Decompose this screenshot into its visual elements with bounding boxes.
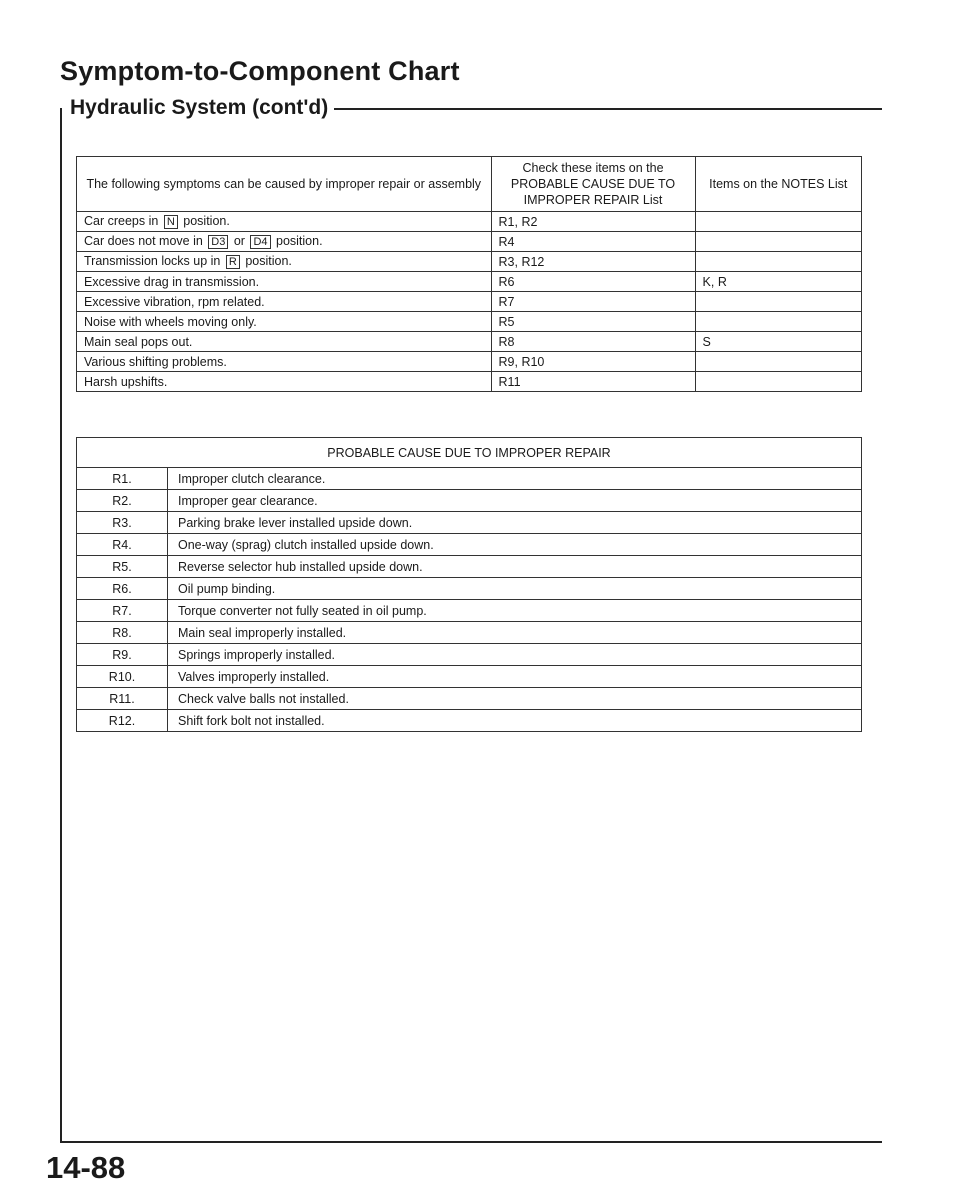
cause-code-cell: R12. [77,710,168,732]
subtitle-gap [62,95,70,115]
notes-cell [695,292,861,312]
table-row [77,352,862,372]
symptom-text: Transmission locks up in [84,254,221,269]
symptom-cell [77,212,492,232]
notes-cell [695,372,861,392]
cause-description-cell: Parking brake lever installed upside down. [168,512,862,534]
symptom-cell [77,232,492,252]
table-row [77,666,862,688]
table-row [77,710,862,732]
cause-description-cell: Torque converter not fully seated in oil pump. [168,600,862,622]
shift-position-badge: D3 [208,235,228,249]
cause-code-cell: R5. [77,556,168,578]
symptom-cell [77,312,492,332]
table-row [77,292,862,312]
symptom-cell [77,332,492,352]
symptom-table [76,156,862,392]
symptom-text: Car creeps in [84,214,159,229]
symptom-text: Noise with wheels moving only. [84,314,257,329]
notes-cell [695,312,861,332]
cause-code-cell: R10. [77,666,168,688]
cause-code-cell: R3. [77,512,168,534]
cause-code-cell: R9. [77,644,168,666]
cause-description-cell: One-way (sprag) clutch installed upside down. [168,534,862,556]
table-row [77,232,862,252]
symptom-table-body [77,212,862,392]
cause-code-cell: R7. [77,600,168,622]
cause-table [76,437,862,732]
cause-code-cell: R11. [77,688,168,710]
page-number: 14-88 [46,1150,126,1185]
table-row [77,468,862,490]
notes-cell [695,352,861,372]
symptom-cell [77,372,492,392]
cause-code-cell: R6. [77,578,168,600]
symptom-text-suffix: position. [276,234,323,249]
table-row [77,212,862,232]
table-row [77,332,862,352]
cause-table-body [77,468,862,732]
shift-position-badge: N [164,215,178,229]
symptom-text: Main seal pops out. [84,334,193,349]
cause-description-cell: Springs improperly installed. [168,644,862,666]
table-row [77,644,862,666]
notes-cell: S [695,332,861,352]
table-row [77,252,862,272]
symptom-text: Harsh upshifts. [84,374,168,389]
cause-description-cell: Oil pump binding. [168,578,862,600]
notes-cell: K, R [695,272,861,292]
cause-code-cell: R4. [77,534,168,556]
cause-codes-cell: R7 [491,292,695,312]
notes-column-header: Items on the NOTES List [695,157,861,212]
cause-code-cell: R8. [77,622,168,644]
table-row [77,600,862,622]
table-row [77,272,862,292]
frame-bottom-rule [60,1141,882,1143]
shift-position-badge: R [226,255,240,269]
cause-codes-cell: R3, R12 [491,252,695,272]
cause-table-header: PROBABLE CAUSE DUE TO IMPROPER REPAIR [77,438,862,468]
cause-description-cell: Main seal improperly installed. [168,622,862,644]
table-row [77,622,862,644]
symptom-text: Excessive drag in transmission. [84,274,260,289]
cause-codes-cell: R5 [491,312,695,332]
cause-table-header-row [77,438,862,468]
symptom-table-header-row [77,157,862,212]
table-row [77,490,862,512]
cause-codes-cell: R6 [491,272,695,292]
table-row [77,578,862,600]
section-subtitle: Hydraulic System (cont'd) [70,96,334,120]
symptom-column-header: The following symptoms can be caused by improper repair or assembly [77,157,492,212]
cause-codes-cell: R1, R2 [491,212,695,232]
notes-cell [695,232,861,252]
table-row [77,372,862,392]
table-row [77,312,862,332]
cause-codes-cell: R8 [491,332,695,352]
symptom-cell [77,292,492,312]
symptom-text: Various shifting problems. [84,354,227,369]
table-row [77,688,862,710]
cause-description-cell: Valves improperly installed. [168,666,862,688]
notes-cell [695,252,861,272]
symptom-cell [77,352,492,372]
cause-description-cell: Check valve balls not installed. [168,688,862,710]
cause-description-cell: Improper gear clearance. [168,490,862,512]
symptom-text: Car does not move in [84,234,203,249]
causes-column-header: Check these items on the PROBABLE CAUSE DUE TO IMPROPER REPAIR List [491,157,695,212]
cause-description-cell: Reverse selector hub installed upside down. [168,556,862,578]
cause-description-cell: Improper clutch clearance. [168,468,862,490]
symptom-cell [77,252,492,272]
notes-cell [695,212,861,232]
cause-codes-cell: R11 [491,372,695,392]
symptom-text-suffix: position. [183,214,230,229]
cause-code-cell: R2. [77,490,168,512]
table-row [77,556,862,578]
table-row [77,512,862,534]
symptom-connector: or [233,234,245,249]
symptom-cell [77,272,492,292]
cause-description-cell: Shift fork bolt not installed. [168,710,862,732]
cause-codes-cell: R4 [491,232,695,252]
cause-code-cell: R1. [77,468,168,490]
shift-position-badge: D4 [250,235,270,249]
symptom-text: Excessive vibration, rpm related. [84,294,265,309]
symptom-text-suffix: position. [245,254,292,269]
table-row [77,534,862,556]
cause-codes-cell: R9, R10 [491,352,695,372]
frame-left-rule [60,108,62,1142]
page-title: Symptom-to-Component Chart [60,56,460,86]
